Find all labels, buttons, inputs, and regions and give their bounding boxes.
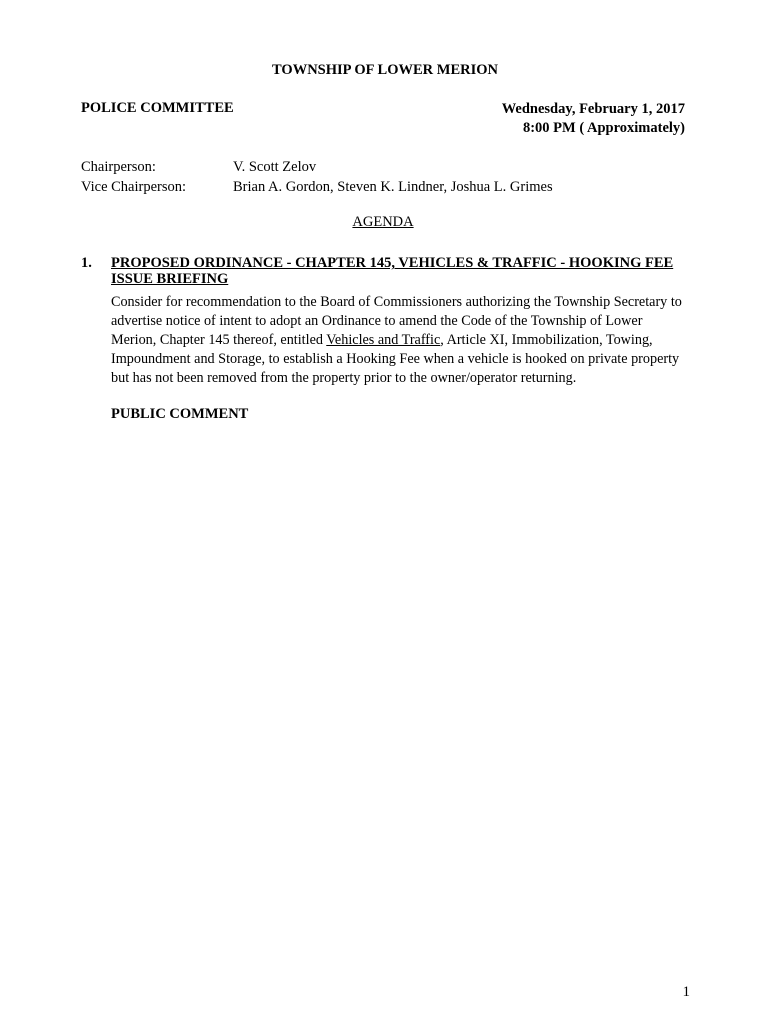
body-text-underlined: Vehicles and Traffic xyxy=(326,332,441,348)
role-label: Vice Chairperson: xyxy=(81,179,187,195)
document-title: TOWNSHIP OF LOWER MERION xyxy=(272,62,498,78)
body-text-start: Consider for recommendation to the Board of Commissioners authorizing the Township Secretary to advertise notice of intent to adopt an Ordinance to amend the Code of the Township of Lower Merion, Chapter 145 thereof, entitled xyxy=(111,294,682,348)
agenda-item-body xyxy=(111,293,691,388)
role-row-vice-chairperson xyxy=(81,177,553,197)
agenda-item-number: 1. xyxy=(81,255,92,271)
meeting-datetime xyxy=(502,100,685,138)
role-value: Brian A. Gordon, Steven K. Lindner, Joshua L. Grimes xyxy=(233,179,553,195)
body-text-end: , Article XI, Immobilization, Towing, Impoundment and Storage, to establish a Hooking Fee when a vehicle is hooked on private property but has not been removed from the property prior to the owner/operator returning. xyxy=(111,332,680,386)
committee-name: POLICE COMMITTEE xyxy=(81,100,234,116)
roles-list xyxy=(81,157,553,197)
role-label: Chairperson: xyxy=(81,159,156,175)
agenda-item-title: PROPOSED ORDINANCE - CHAPTER 145, VEHICLES & TRAFFIC - HOOKING FEE ISSUE BRIEFING xyxy=(111,255,674,287)
public-comment-heading: PUBLIC COMMENT xyxy=(111,406,249,422)
agenda-heading: AGENDA xyxy=(352,214,414,230)
page-number: 1 xyxy=(682,984,690,1000)
meeting-date: Wednesday, February 1, 2017 xyxy=(501,101,685,117)
role-row-chairperson xyxy=(81,157,553,177)
meeting-time: 8:00 PM ( Approximately) xyxy=(522,120,685,136)
role-value: V. Scott Zelov xyxy=(233,159,317,175)
